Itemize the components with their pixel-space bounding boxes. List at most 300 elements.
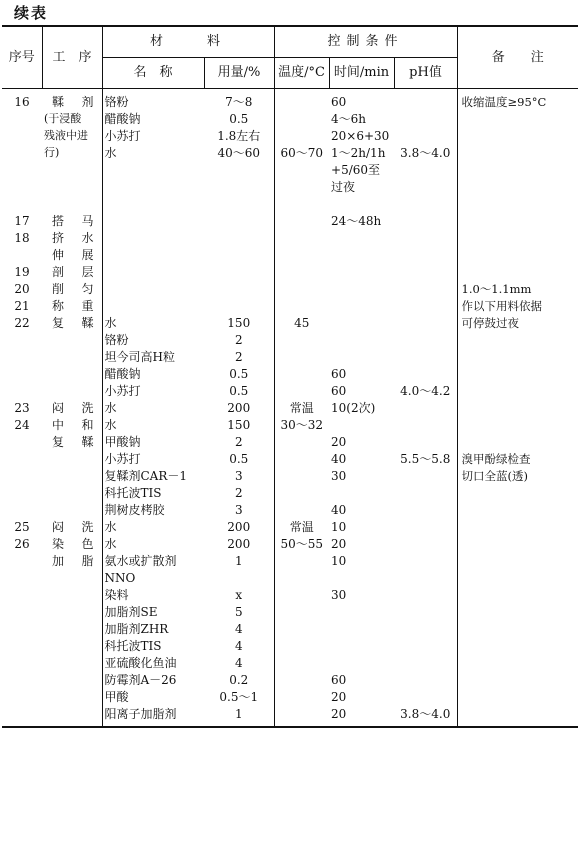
table-row (2, 214, 578, 231)
cell-process (42, 503, 102, 520)
cell-amount: 0.2 (204, 673, 274, 690)
cell-time (329, 316, 394, 333)
cell-name: 醋酸钠 (104, 367, 141, 381)
cell-process: 鞣 剂 (42, 89, 102, 113)
cell-ph (394, 656, 457, 673)
header-amount: 用量/% (204, 58, 274, 89)
cell-ph (394, 690, 457, 707)
cell-temp (274, 350, 329, 367)
cell-no (2, 486, 42, 503)
cell-amount (204, 248, 274, 265)
cell-no: 18 (14, 231, 30, 245)
cell-temp (274, 265, 329, 282)
cell-temp (274, 129, 329, 146)
process-table (2, 25, 578, 728)
cell-name: 加脂剂SE (104, 605, 158, 619)
cell-no: 21 (14, 299, 30, 313)
cell-name: 水 (104, 146, 117, 160)
cell-amount: 1 (204, 707, 274, 727)
header-material-group: 材 料 (102, 26, 274, 58)
cell-ph: 4.0～4.2 (394, 384, 457, 401)
table-row (2, 622, 578, 639)
cell-amount: 4 (204, 656, 274, 673)
cell-process: 剖 层 (42, 265, 102, 282)
cell-time: 4～6h (331, 112, 367, 126)
cell-ph (394, 639, 457, 656)
cell-process: 行) (42, 146, 102, 163)
table-row (2, 146, 578, 163)
table-row (2, 112, 578, 129)
cell-process: 削 匀 (42, 282, 102, 299)
cell-remark (457, 537, 578, 554)
cell-temp: 45 (294, 316, 310, 330)
cell-amount: 5 (204, 605, 274, 622)
cell-ph (394, 231, 457, 248)
cell-amount: 4 (204, 639, 274, 656)
cell-time: 30 (331, 469, 347, 483)
cell-process: 加 脂 (42, 554, 102, 571)
cell-time: 20 (331, 435, 347, 449)
cell-process: 称 重 (42, 299, 102, 316)
cell-no: 17 (14, 214, 30, 228)
cell-amount: 4 (204, 622, 274, 639)
cell-temp (274, 707, 329, 727)
cell-process: 复 鞣 (42, 435, 102, 452)
cell-remark (457, 248, 578, 265)
cell-no: 24 (14, 418, 30, 432)
cell-time: 10 (331, 520, 347, 534)
cell-no (2, 248, 42, 265)
cell-time: 20 (331, 690, 347, 704)
cell-amount: 150 (204, 316, 274, 333)
cell-time: 20 (329, 707, 394, 727)
cell-amount: 3 (204, 503, 274, 520)
cell-name: 甲酸钠 (104, 435, 141, 449)
cell-time: 20×6+30 (331, 129, 390, 143)
cell-temp (274, 197, 329, 214)
cell-temp (274, 690, 329, 707)
table-row (2, 180, 578, 197)
cell-amount (204, 265, 274, 282)
cell-ph (394, 486, 457, 503)
cell-remark (457, 146, 578, 163)
cell-ph: 3.8～4.0 (394, 707, 457, 727)
cell-process (42, 163, 102, 180)
cell-remark (457, 180, 578, 197)
cell-time: 30 (331, 588, 347, 602)
cell-remark (457, 231, 578, 248)
cell-remark (457, 554, 578, 571)
cell-ph: 3.8～4.0 (394, 146, 457, 163)
cell-ph (394, 129, 457, 146)
cell-process (42, 656, 102, 673)
cell-process: (于浸酸 (42, 112, 102, 129)
table-row (2, 367, 578, 384)
cell-name: 铬粉 (104, 333, 129, 347)
cell-remark (457, 503, 578, 520)
cell-remark (457, 214, 578, 231)
cell-ph (394, 401, 457, 418)
cell-name: 染料 (104, 588, 129, 602)
cell-ph (394, 282, 457, 299)
cell-time: 60 (331, 384, 347, 398)
cell-no (2, 384, 42, 401)
cell-remark: 收缩温度≥95°C (461, 95, 547, 109)
cell-process: 搭 马 (42, 214, 102, 231)
cell-amount: 7～8 (204, 89, 274, 113)
cell-no (2, 571, 42, 588)
cell-ph (394, 265, 457, 282)
cell-name: 水 (104, 520, 117, 534)
cell-no (2, 112, 42, 129)
cell-ph (394, 673, 457, 690)
cell-time (329, 656, 394, 673)
header-no: 序号 (2, 26, 42, 89)
cell-time (329, 231, 394, 248)
table-row (2, 350, 578, 367)
cell-temp (274, 282, 329, 299)
cell-remark (457, 520, 578, 537)
cell-no (2, 452, 42, 469)
cell-no: 16 (14, 95, 30, 109)
cell-temp (274, 214, 329, 231)
cell-temp (274, 248, 329, 265)
cell-amount: x (204, 588, 274, 605)
table-row (2, 537, 578, 554)
table-row (2, 673, 578, 690)
cell-ph (394, 89, 457, 113)
cell-ph: 5.5～5.8 (394, 452, 457, 469)
cell-amount: 2 (204, 486, 274, 503)
cell-remark (457, 486, 578, 503)
cell-time (329, 333, 394, 350)
cell-temp (274, 89, 329, 113)
cell-remark: 可停鼓过夜 (461, 316, 520, 330)
cell-time (329, 639, 394, 656)
cell-remark (457, 605, 578, 622)
cell-no (2, 367, 42, 384)
cell-process (42, 384, 102, 401)
cell-remark (457, 265, 578, 282)
cell-temp (274, 639, 329, 656)
cell-process: 伸 展 (42, 248, 102, 265)
cell-amount: 0.5 (204, 452, 274, 469)
cell-ph (394, 503, 457, 520)
cell-ph (394, 520, 457, 537)
cell-ph (394, 333, 457, 350)
cell-amount: 1 (204, 554, 274, 571)
table-row (2, 248, 578, 265)
cell-ph (394, 197, 457, 214)
cell-temp (274, 112, 329, 129)
table-row (2, 333, 578, 350)
table-row (2, 129, 578, 146)
cell-name (102, 180, 204, 197)
cell-amount (204, 214, 274, 231)
cell-no (2, 129, 42, 146)
cell-amount: 0.5 (204, 112, 274, 129)
cell-temp (274, 299, 329, 316)
cell-name: 水 (104, 316, 117, 330)
cell-ph (394, 299, 457, 316)
cell-remark (457, 350, 578, 367)
cell-temp (274, 367, 329, 384)
cell-temp (274, 622, 329, 639)
cell-remark (457, 112, 578, 129)
cell-temp (274, 571, 329, 588)
cell-no (2, 622, 42, 639)
table-row (2, 707, 578, 727)
cell-time: 10(2次) (331, 401, 376, 415)
cell-name (102, 214, 204, 231)
cell-process (42, 180, 102, 197)
table-row (2, 639, 578, 656)
cell-amount: 200 (204, 537, 274, 554)
cell-name: 水 (104, 418, 117, 432)
cell-name (102, 231, 204, 248)
table-row (2, 418, 578, 435)
table-row (2, 690, 578, 707)
cell-amount (204, 180, 274, 197)
cell-no: 20 (14, 282, 30, 296)
table-row (2, 588, 578, 605)
cell-amount: 150 (204, 418, 274, 435)
header-control-group: 控制条件 (274, 26, 457, 58)
cell-remark (457, 588, 578, 605)
cell-name: 小苏打 (104, 384, 141, 398)
cell-temp (274, 163, 329, 180)
cell-remark (457, 197, 578, 214)
cell-amount: 0.5 (204, 384, 274, 401)
cell-time (329, 350, 394, 367)
cell-time (329, 282, 394, 299)
cell-temp (274, 333, 329, 350)
table-row (2, 197, 578, 214)
cell-time (329, 248, 394, 265)
cell-ph (394, 163, 457, 180)
cell-amount: 0.5 (204, 367, 274, 384)
cell-remark (457, 418, 578, 435)
cell-process: 闷 洗 (42, 401, 102, 418)
cell-remark: 1.0～1.1mm (461, 282, 532, 296)
cell-temp (274, 588, 329, 605)
cell-remark (457, 639, 578, 656)
cell-name: 甲酸 (104, 690, 129, 704)
cell-time (329, 418, 394, 435)
table-caption: 续表 (14, 4, 49, 22)
cell-name: 铬粉 (104, 95, 129, 109)
cell-no (2, 690, 42, 707)
cell-process (42, 333, 102, 350)
cell-name (102, 248, 204, 265)
table-row (2, 231, 578, 248)
cell-remark (457, 571, 578, 588)
cell-amount (204, 282, 274, 299)
header-temp: 温度/°C (274, 58, 329, 89)
cell-temp: 常温 (289, 520, 314, 534)
cell-no (2, 656, 42, 673)
cell-no (2, 707, 42, 727)
cell-process: 闷 洗 (42, 520, 102, 537)
cell-ph (394, 214, 457, 231)
cell-temp: 常温 (289, 401, 314, 415)
cell-remark (457, 690, 578, 707)
cell-ph (394, 316, 457, 333)
cell-temp: 30～32 (280, 418, 324, 432)
table-row (2, 282, 578, 299)
cell-no: 19 (14, 265, 30, 279)
table-row (2, 163, 578, 180)
cell-name (102, 197, 204, 214)
cell-name: 坦今司高H粒 (104, 350, 175, 364)
cell-name (102, 299, 204, 316)
table-row (2, 265, 578, 282)
cell-no (2, 163, 42, 180)
cell-temp: 60～70 (280, 146, 324, 160)
cell-temp (274, 673, 329, 690)
header-ph: pH值 (394, 58, 457, 89)
table-row (2, 316, 578, 333)
cell-process (42, 469, 102, 486)
cell-time (329, 265, 394, 282)
cell-no (2, 605, 42, 622)
cell-process: 残液中进 (42, 129, 102, 146)
cell-process (42, 673, 102, 690)
cell-temp (274, 554, 329, 571)
cell-time: 60 (331, 367, 347, 381)
cell-process (42, 690, 102, 707)
cell-no (2, 146, 42, 163)
cell-no (2, 554, 42, 571)
cell-remark (457, 384, 578, 401)
cell-process (42, 367, 102, 384)
cell-time: 60 (331, 673, 347, 687)
table-row (2, 401, 578, 418)
cell-time (329, 622, 394, 639)
table-row (2, 503, 578, 520)
cell-process (42, 486, 102, 503)
cell-ph (394, 248, 457, 265)
table-row (2, 384, 578, 401)
cell-ph (394, 418, 457, 435)
cell-temp (274, 469, 329, 486)
cell-remark: 溴甲酚绿检查 (461, 452, 531, 466)
cell-amount: 200 (204, 401, 274, 418)
cell-amount (204, 571, 274, 588)
cell-amount: 2 (204, 350, 274, 367)
cell-name: 防霉剂A－26 (104, 673, 177, 687)
cell-ph (394, 588, 457, 605)
cell-amount: 40～60 (204, 146, 274, 163)
cell-process (42, 571, 102, 588)
cell-process (42, 605, 102, 622)
cell-ph (394, 112, 457, 129)
cell-process: 染 色 (42, 537, 102, 554)
cell-name: 水 (104, 401, 117, 415)
cell-process (42, 350, 102, 367)
cell-process (42, 639, 102, 656)
cell-ph (394, 537, 457, 554)
cell-ph (394, 571, 457, 588)
cell-temp (274, 452, 329, 469)
cell-name: 醋酸钠 (104, 112, 141, 126)
table-row (2, 452, 578, 469)
cell-ph (394, 469, 457, 486)
cell-ph (394, 605, 457, 622)
cell-process: 复 鞣 (42, 316, 102, 333)
cell-no: 26 (14, 537, 30, 551)
cell-amount (204, 299, 274, 316)
cell-no (2, 503, 42, 520)
table-row (2, 571, 578, 588)
cell-remark (457, 333, 578, 350)
cell-time (329, 197, 394, 214)
header-name: 名 称 (102, 58, 204, 89)
cell-process (42, 452, 102, 469)
cell-no (2, 333, 42, 350)
cell-name (102, 163, 204, 180)
table-row (2, 605, 578, 622)
cell-time: +5/60至 (331, 163, 381, 177)
cell-name: 小苏打 (104, 129, 141, 143)
cell-no: 25 (14, 520, 30, 534)
cell-no: 23 (14, 401, 30, 415)
cell-name: 水 (104, 537, 117, 551)
cell-time: 1～2h/1h (331, 146, 386, 160)
cell-process (42, 707, 102, 727)
cell-name: 荆树皮栲胶 (104, 503, 165, 517)
cell-no (2, 588, 42, 605)
cell-remark (457, 622, 578, 639)
cell-name: 氨水或扩散剂 (104, 554, 177, 568)
cell-remark (457, 656, 578, 673)
cell-time (329, 571, 394, 588)
cell-ph (394, 367, 457, 384)
cell-no (2, 197, 42, 214)
table-row (2, 89, 578, 113)
cell-remark (457, 163, 578, 180)
cell-temp (274, 180, 329, 197)
cell-no (2, 180, 42, 197)
cell-temp (274, 231, 329, 248)
cell-ph (394, 622, 457, 639)
cell-name: 科托波TIS (104, 639, 162, 653)
cell-process (42, 588, 102, 605)
table-row (2, 469, 578, 486)
cell-no (2, 435, 42, 452)
cell-amount: 2 (204, 435, 274, 452)
cell-amount: 3 (204, 469, 274, 486)
cell-temp (274, 435, 329, 452)
cell-remark (457, 129, 578, 146)
cell-time: 60 (331, 95, 347, 109)
cell-name: 复鞣剂CAR－1 (104, 469, 188, 483)
cell-temp: 50～55 (280, 537, 324, 551)
table-row (2, 435, 578, 452)
cell-remark (457, 707, 578, 727)
cell-time: 40 (331, 503, 347, 517)
table-row (2, 299, 578, 316)
cell-name: NNO (104, 571, 136, 585)
cell-no (2, 639, 42, 656)
cell-name (102, 265, 204, 282)
header-process: 工 序 (42, 26, 102, 89)
cell-process: 挤 水 (42, 231, 102, 248)
cell-time (329, 605, 394, 622)
cell-ph (394, 180, 457, 197)
cell-no (2, 673, 42, 690)
header-remark: 备 注 (457, 26, 578, 89)
